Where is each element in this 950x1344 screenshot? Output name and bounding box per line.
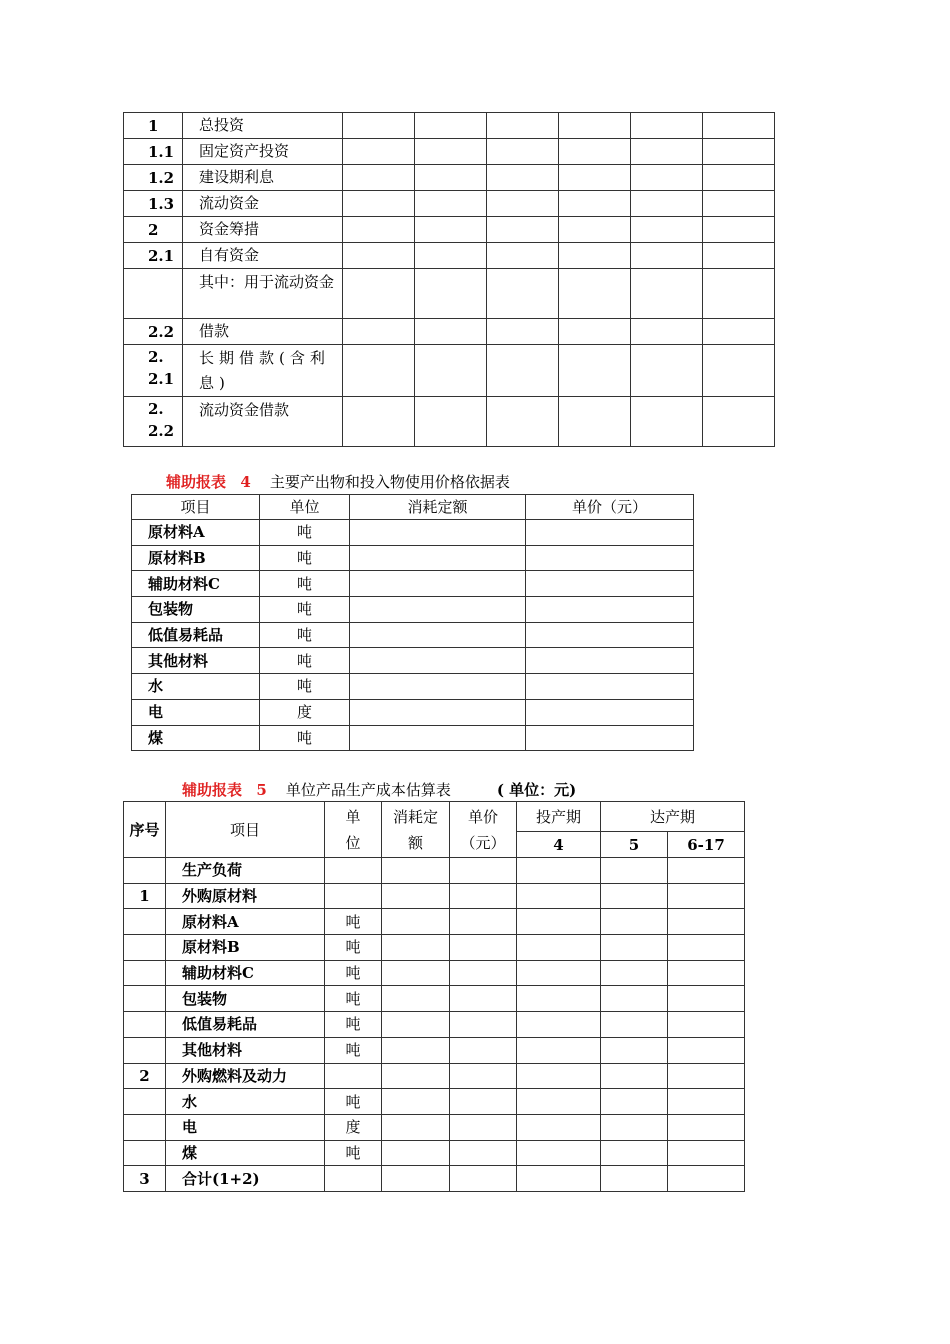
empty-cell bbox=[343, 345, 415, 397]
empty-cell bbox=[601, 1114, 668, 1140]
row-number bbox=[124, 858, 166, 884]
row-unit bbox=[325, 1063, 382, 1089]
empty-cell bbox=[668, 1166, 745, 1192]
row-unit: 吨 bbox=[325, 935, 382, 961]
empty-cell bbox=[668, 909, 745, 935]
empty-cell bbox=[415, 319, 487, 345]
empty-cell bbox=[703, 139, 775, 165]
empty-cell bbox=[415, 243, 487, 269]
empty-cell bbox=[703, 113, 775, 139]
table-row bbox=[124, 165, 775, 191]
empty-cell bbox=[526, 674, 694, 700]
empty-cell bbox=[343, 217, 415, 243]
empty-cell bbox=[382, 1037, 450, 1063]
empty-cell bbox=[517, 1166, 601, 1192]
empty-cell bbox=[415, 397, 487, 447]
header-unit: 单位 bbox=[260, 495, 350, 520]
empty-cell bbox=[382, 960, 450, 986]
row-unit: 吨 bbox=[325, 1012, 382, 1038]
header-year-6-17: 6-17 bbox=[668, 832, 745, 858]
empty-cell bbox=[703, 269, 775, 319]
empty-cell bbox=[450, 1166, 517, 1192]
empty-cell bbox=[350, 648, 526, 674]
row-item: 其他材料 bbox=[132, 648, 260, 674]
empty-cell bbox=[517, 1140, 601, 1166]
empty-cell bbox=[601, 909, 668, 935]
empty-cell bbox=[487, 165, 559, 191]
table-row bbox=[124, 113, 775, 139]
row-item: 原材料A bbox=[132, 520, 260, 546]
row-item: 原材料B bbox=[166, 935, 325, 961]
empty-cell bbox=[382, 1089, 450, 1115]
empty-cell bbox=[517, 935, 601, 961]
empty-cell bbox=[350, 622, 526, 648]
row-number bbox=[124, 909, 166, 935]
row-item: 辅助材料C bbox=[166, 960, 325, 986]
empty-cell bbox=[450, 960, 517, 986]
empty-cell bbox=[343, 243, 415, 269]
table-row bbox=[124, 191, 775, 217]
row-item: 外购原材料 bbox=[166, 883, 325, 909]
empty-cell bbox=[526, 622, 694, 648]
empty-cell bbox=[415, 113, 487, 139]
table4-caption-title: 主要产出物和投入物使用价格依据表 bbox=[269, 473, 510, 491]
empty-cell bbox=[415, 269, 487, 319]
empty-cell bbox=[517, 883, 601, 909]
empty-cell bbox=[517, 960, 601, 986]
table-row bbox=[124, 1012, 745, 1038]
price-basis-table bbox=[131, 494, 694, 751]
empty-cell bbox=[450, 986, 517, 1012]
row-unit: 吨 bbox=[325, 909, 382, 935]
row-item: 电 bbox=[132, 699, 260, 725]
empty-cell bbox=[668, 960, 745, 986]
empty-cell bbox=[631, 165, 703, 191]
row-number: 1 bbox=[124, 113, 183, 139]
table4-caption-label: 辅助报表 bbox=[166, 473, 227, 491]
row-item: 原材料A bbox=[166, 909, 325, 935]
empty-cell bbox=[382, 909, 450, 935]
empty-cell bbox=[559, 139, 631, 165]
table-row bbox=[132, 674, 694, 700]
empty-cell bbox=[343, 139, 415, 165]
empty-cell bbox=[487, 191, 559, 217]
empty-cell bbox=[559, 113, 631, 139]
table-row bbox=[124, 858, 745, 884]
row-unit: 吨 bbox=[325, 960, 382, 986]
empty-cell bbox=[601, 960, 668, 986]
empty-cell bbox=[450, 883, 517, 909]
empty-cell bbox=[487, 397, 559, 447]
empty-cell bbox=[601, 1012, 668, 1038]
empty-cell bbox=[631, 397, 703, 447]
row-item: 电 bbox=[166, 1114, 325, 1140]
empty-cell bbox=[631, 139, 703, 165]
empty-cell bbox=[415, 217, 487, 243]
row-item: 长期借款(含利息) bbox=[183, 345, 343, 397]
row-number: 3 bbox=[124, 1166, 166, 1192]
header-seq: 序号 bbox=[124, 802, 166, 858]
empty-cell bbox=[668, 1089, 745, 1115]
header-price: 单价（元） bbox=[450, 802, 517, 858]
header-year-4: 4 bbox=[517, 832, 601, 858]
table-row bbox=[124, 269, 775, 319]
empty-cell bbox=[382, 986, 450, 1012]
table5-caption-label: 辅助报表 bbox=[182, 781, 243, 799]
empty-cell bbox=[601, 1140, 668, 1166]
empty-cell bbox=[703, 217, 775, 243]
row-number: 2 bbox=[124, 217, 183, 243]
row-number bbox=[124, 269, 183, 319]
empty-cell bbox=[559, 191, 631, 217]
empty-cell bbox=[415, 191, 487, 217]
empty-cell bbox=[668, 1012, 745, 1038]
table-row bbox=[124, 397, 775, 447]
empty-cell bbox=[559, 269, 631, 319]
empty-cell bbox=[526, 725, 694, 751]
empty-cell bbox=[668, 1037, 745, 1063]
row-unit: 吨 bbox=[260, 648, 350, 674]
row-unit: 吨 bbox=[325, 1037, 382, 1063]
empty-cell bbox=[559, 319, 631, 345]
row-unit: 吨 bbox=[260, 725, 350, 751]
empty-cell bbox=[343, 165, 415, 191]
header-quota: 消耗定额 bbox=[382, 802, 450, 858]
header-price: 单价（元） bbox=[526, 495, 694, 520]
empty-cell bbox=[450, 1063, 517, 1089]
row-item: 其中：用于流动资金 bbox=[183, 269, 343, 319]
row-item: 外购燃料及动力 bbox=[166, 1063, 325, 1089]
empty-cell bbox=[517, 1063, 601, 1089]
empty-cell bbox=[487, 319, 559, 345]
table-row bbox=[124, 935, 745, 961]
empty-cell bbox=[350, 674, 526, 700]
empty-cell bbox=[631, 243, 703, 269]
row-number: 1.2 bbox=[124, 165, 183, 191]
empty-cell bbox=[450, 909, 517, 935]
table4-caption bbox=[166, 471, 510, 492]
empty-cell bbox=[559, 217, 631, 243]
empty-cell bbox=[415, 139, 487, 165]
empty-cell bbox=[601, 883, 668, 909]
row-item: 低值易耗品 bbox=[132, 622, 260, 648]
empty-cell bbox=[382, 1063, 450, 1089]
empty-cell bbox=[343, 191, 415, 217]
table-row bbox=[132, 725, 694, 751]
empty-cell bbox=[382, 883, 450, 909]
empty-cell bbox=[601, 1089, 668, 1115]
empty-cell bbox=[526, 699, 694, 725]
empty-cell bbox=[526, 648, 694, 674]
row-unit: 吨 bbox=[260, 597, 350, 623]
empty-cell bbox=[601, 935, 668, 961]
empty-cell bbox=[601, 986, 668, 1012]
table-row bbox=[132, 597, 694, 623]
empty-cell bbox=[631, 113, 703, 139]
empty-cell bbox=[703, 191, 775, 217]
table-row bbox=[132, 699, 694, 725]
empty-cell bbox=[526, 571, 694, 597]
empty-cell bbox=[517, 986, 601, 1012]
table5-caption bbox=[182, 779, 576, 800]
empty-cell bbox=[382, 1140, 450, 1166]
empty-cell bbox=[601, 1037, 668, 1063]
row-item: 流动资金借款 bbox=[183, 397, 343, 447]
empty-cell bbox=[517, 1012, 601, 1038]
table5-caption-number: 5 bbox=[256, 781, 267, 799]
empty-cell bbox=[450, 1114, 517, 1140]
empty-cell bbox=[631, 191, 703, 217]
empty-cell bbox=[350, 571, 526, 597]
row-item: 煤 bbox=[132, 725, 260, 751]
row-number: 2 bbox=[124, 1063, 166, 1089]
row-number bbox=[124, 935, 166, 961]
empty-cell bbox=[450, 858, 517, 884]
table-row bbox=[124, 1089, 745, 1115]
row-item: 水 bbox=[132, 674, 260, 700]
table5-caption-title: 单位产品生产成本估算表 bbox=[285, 781, 451, 799]
empty-cell bbox=[517, 1089, 601, 1115]
empty-cell bbox=[343, 113, 415, 139]
row-number: 2.2.2 bbox=[124, 397, 183, 447]
table-row bbox=[124, 345, 775, 397]
row-number: 1 bbox=[124, 883, 166, 909]
empty-cell bbox=[559, 397, 631, 447]
row-number: 2.1 bbox=[124, 243, 183, 269]
empty-cell bbox=[631, 217, 703, 243]
row-item: 自有资金 bbox=[183, 243, 343, 269]
row-item: 总投资 bbox=[183, 113, 343, 139]
empty-cell bbox=[415, 165, 487, 191]
empty-cell bbox=[487, 269, 559, 319]
empty-cell bbox=[559, 243, 631, 269]
row-unit bbox=[325, 1166, 382, 1192]
row-unit: 吨 bbox=[325, 1140, 382, 1166]
row-number bbox=[124, 1037, 166, 1063]
empty-cell bbox=[487, 345, 559, 397]
empty-cell bbox=[350, 725, 526, 751]
empty-cell bbox=[487, 243, 559, 269]
row-item: 水 bbox=[166, 1089, 325, 1115]
row-item: 借款 bbox=[183, 319, 343, 345]
empty-cell bbox=[703, 345, 775, 397]
empty-cell bbox=[487, 139, 559, 165]
empty-cell bbox=[487, 113, 559, 139]
empty-cell bbox=[601, 1166, 668, 1192]
row-unit bbox=[325, 883, 382, 909]
header-full-production: 达产期 bbox=[601, 802, 745, 832]
table5-caption-unit: ( 单位：元) bbox=[496, 781, 577, 799]
table-row bbox=[124, 1140, 745, 1166]
empty-cell bbox=[382, 1012, 450, 1038]
row-unit: 吨 bbox=[260, 571, 350, 597]
row-number: 1.1 bbox=[124, 139, 183, 165]
row-unit: 度 bbox=[260, 699, 350, 725]
table-row bbox=[124, 883, 745, 909]
row-number bbox=[124, 986, 166, 1012]
row-item: 包装物 bbox=[166, 986, 325, 1012]
empty-cell bbox=[450, 1140, 517, 1166]
row-number bbox=[124, 1012, 166, 1038]
row-item: 其他材料 bbox=[166, 1037, 325, 1063]
row-number bbox=[124, 1089, 166, 1115]
empty-cell bbox=[382, 1114, 450, 1140]
row-item: 固定资产投资 bbox=[183, 139, 343, 165]
empty-cell bbox=[526, 545, 694, 571]
empty-cell bbox=[415, 345, 487, 397]
header-unit: 单位 bbox=[325, 802, 382, 858]
row-unit bbox=[325, 858, 382, 884]
empty-cell bbox=[343, 319, 415, 345]
empty-cell bbox=[343, 397, 415, 447]
empty-cell bbox=[382, 1166, 450, 1192]
header-startup: 投产期 bbox=[517, 802, 601, 832]
empty-cell bbox=[350, 545, 526, 571]
empty-cell bbox=[668, 1140, 745, 1166]
table-row bbox=[124, 1037, 745, 1063]
empty-cell bbox=[343, 269, 415, 319]
row-item: 建设期利息 bbox=[183, 165, 343, 191]
table-row bbox=[124, 217, 775, 243]
empty-cell bbox=[668, 858, 745, 884]
empty-cell bbox=[631, 269, 703, 319]
row-number: 2.2 bbox=[124, 319, 183, 345]
empty-cell bbox=[631, 345, 703, 397]
empty-cell bbox=[631, 319, 703, 345]
empty-cell bbox=[668, 883, 745, 909]
table-row bbox=[124, 986, 745, 1012]
empty-cell bbox=[601, 1063, 668, 1089]
row-item: 包装物 bbox=[132, 597, 260, 623]
table-row bbox=[132, 520, 694, 546]
table-row bbox=[132, 545, 694, 571]
row-number: 1.3 bbox=[124, 191, 183, 217]
table-row bbox=[124, 1063, 745, 1089]
investment-table bbox=[123, 112, 775, 447]
empty-cell bbox=[668, 935, 745, 961]
row-item: 煤 bbox=[166, 1140, 325, 1166]
empty-cell bbox=[703, 165, 775, 191]
empty-cell bbox=[601, 858, 668, 884]
row-number bbox=[124, 960, 166, 986]
row-item: 低值易耗品 bbox=[166, 1012, 325, 1038]
header-quota: 消耗定额 bbox=[350, 495, 526, 520]
header-year-5: 5 bbox=[601, 832, 668, 858]
empty-cell bbox=[526, 520, 694, 546]
row-item: 合计(1+2) bbox=[166, 1166, 325, 1192]
empty-cell bbox=[450, 1012, 517, 1038]
empty-cell bbox=[350, 520, 526, 546]
empty-cell bbox=[703, 243, 775, 269]
empty-cell bbox=[517, 909, 601, 935]
table-row bbox=[124, 960, 745, 986]
empty-cell bbox=[350, 699, 526, 725]
row-unit: 吨 bbox=[260, 545, 350, 571]
row-number bbox=[124, 1140, 166, 1166]
table-row bbox=[132, 571, 694, 597]
empty-cell bbox=[382, 935, 450, 961]
empty-cell bbox=[450, 1089, 517, 1115]
empty-cell bbox=[559, 345, 631, 397]
table-row bbox=[132, 648, 694, 674]
row-number: 2.2.1 bbox=[124, 345, 183, 397]
row-item: 流动资金 bbox=[183, 191, 343, 217]
table-row bbox=[124, 139, 775, 165]
empty-cell bbox=[450, 935, 517, 961]
empty-cell bbox=[703, 319, 775, 345]
empty-cell bbox=[487, 217, 559, 243]
empty-cell bbox=[517, 1037, 601, 1063]
empty-cell bbox=[668, 1114, 745, 1140]
row-item: 原材料B bbox=[132, 545, 260, 571]
row-unit: 吨 bbox=[260, 622, 350, 648]
row-unit: 吨 bbox=[325, 986, 382, 1012]
table-row bbox=[124, 1166, 745, 1192]
table4-caption-number: 4 bbox=[240, 473, 251, 491]
empty-cell bbox=[526, 597, 694, 623]
table-row bbox=[124, 1114, 745, 1140]
row-unit: 吨 bbox=[325, 1089, 382, 1115]
header-item: 项目 bbox=[132, 495, 260, 520]
empty-cell bbox=[350, 597, 526, 623]
row-unit: 吨 bbox=[260, 520, 350, 546]
table-row bbox=[124, 243, 775, 269]
empty-cell bbox=[703, 397, 775, 447]
table-row bbox=[124, 909, 745, 935]
empty-cell bbox=[517, 858, 601, 884]
row-item: 资金筹措 bbox=[183, 217, 343, 243]
row-item: 生产负荷 bbox=[166, 858, 325, 884]
empty-cell bbox=[517, 1114, 601, 1140]
row-item: 辅助材料C bbox=[132, 571, 260, 597]
row-unit: 吨 bbox=[260, 674, 350, 700]
table-row bbox=[132, 622, 694, 648]
empty-cell bbox=[450, 1037, 517, 1063]
unit-cost-table bbox=[123, 801, 745, 1192]
empty-cell bbox=[559, 165, 631, 191]
empty-cell bbox=[668, 986, 745, 1012]
row-number bbox=[124, 1114, 166, 1140]
header-item: 项目 bbox=[166, 802, 325, 858]
empty-cell bbox=[668, 1063, 745, 1089]
empty-cell bbox=[382, 858, 450, 884]
table-row bbox=[124, 319, 775, 345]
row-unit: 度 bbox=[325, 1114, 382, 1140]
